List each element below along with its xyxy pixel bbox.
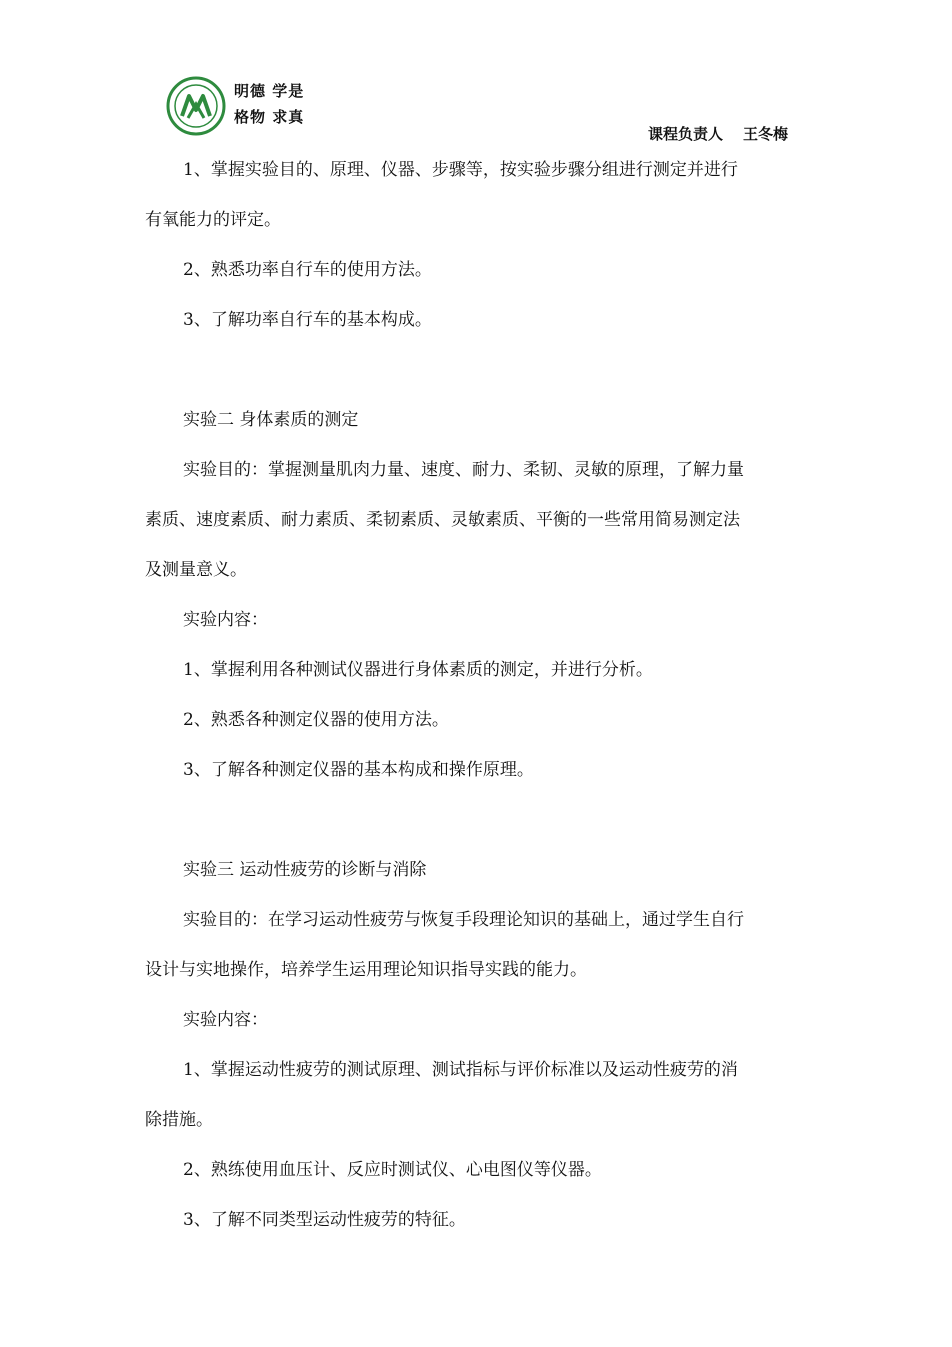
motto-line-2: 格物 求真 xyxy=(234,108,305,126)
course-lead-name: 王冬梅 xyxy=(743,125,789,143)
list-item: 3、了解不同类型运动性疲劳的特征。 xyxy=(183,1210,466,1230)
paragraph-line: 实验目的：在学习运动性疲劳与恢复手段理论知识的基础上，通过学生自行 xyxy=(183,910,744,930)
subheading: 实验内容： xyxy=(183,610,268,630)
list-item: 1、掌握实验目的、原理、仪器、步骤等，按实验步骤分组进行测定并进行 xyxy=(183,160,738,180)
course-lead-label: 课程负责人 xyxy=(648,125,724,143)
list-item: 3、了解各种测定仪器的基本构成和操作原理。 xyxy=(183,760,534,780)
list-item: 除措施。 xyxy=(145,1110,213,1130)
paragraph-line: 及测量意义。 xyxy=(145,560,247,580)
section-title: 实验二 身体素质的测定 xyxy=(183,410,359,430)
list-item: 1、掌握利用各种测试仪器进行身体素质的测定，并进行分析。 xyxy=(183,660,653,680)
section-title: 实验三 运动性疲劳的诊断与消除 xyxy=(183,860,427,880)
motto-line-1: 明德 学是 xyxy=(234,82,305,100)
list-item: 1、掌握运动性疲劳的测试原理、测试指标与评价标准以及运动性疲劳的消 xyxy=(183,1060,738,1080)
university-logo-icon xyxy=(166,76,226,136)
list-item: 2、熟悉各种测定仪器的使用方法。 xyxy=(183,710,449,730)
paragraph-line: 设计与实地操作，培养学生运用理论知识指导实践的能力。 xyxy=(145,960,587,980)
course-lead xyxy=(648,123,788,144)
paragraph-line: 素质、速度素质、耐力素质、柔韧素质、灵敏素质、平衡的一些常用简易测定法 xyxy=(145,510,740,530)
university-motto xyxy=(234,78,304,130)
list-item: 有氧能力的评定。 xyxy=(145,210,281,230)
paragraph-line: 实验目的：掌握测量肌肉力量、速度、耐力、柔韧、灵敏的原理，了解力量 xyxy=(183,460,744,480)
list-item: 3、了解功率自行车的基本构成。 xyxy=(183,310,432,330)
university-logo xyxy=(166,76,226,136)
list-item: 2、熟悉功率自行车的使用方法。 xyxy=(183,260,432,280)
subheading: 实验内容： xyxy=(183,1010,268,1030)
list-item: 2、熟练使用血压计、反应时测试仪、心电图仪等仪器。 xyxy=(183,1160,602,1180)
